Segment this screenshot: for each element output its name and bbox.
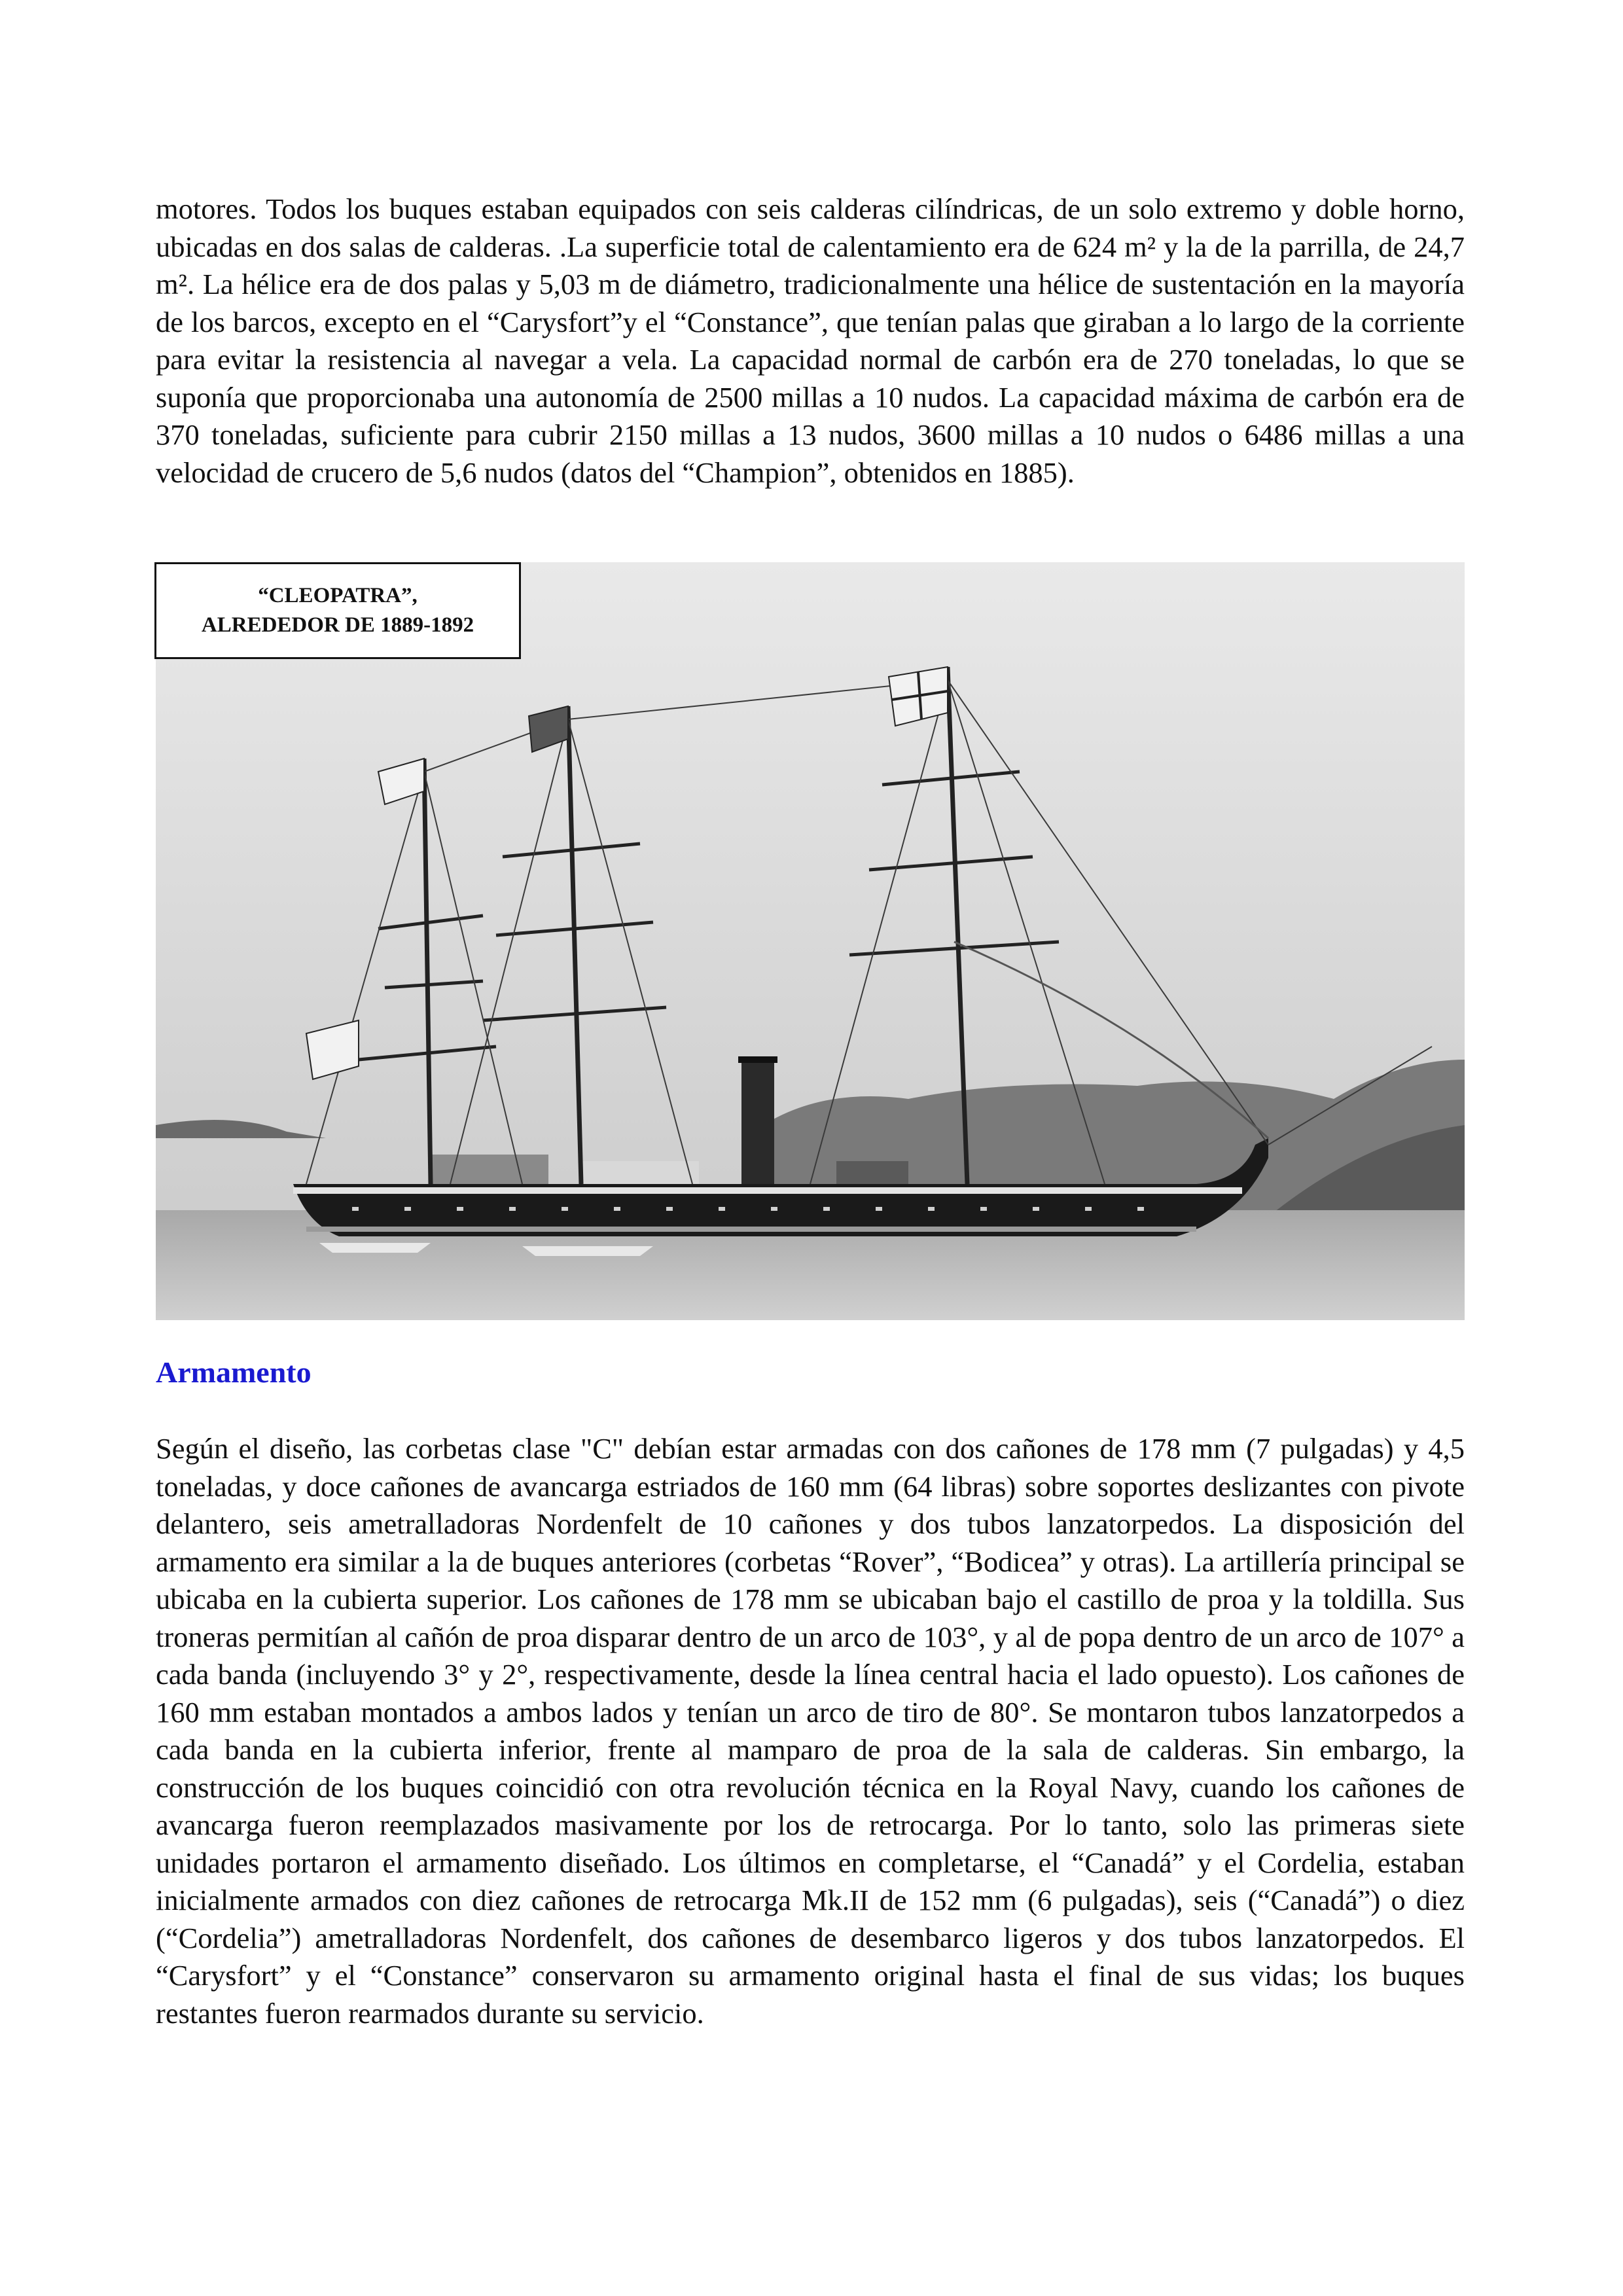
caption-date: ALREDEDOR DE 1889-1892	[201, 613, 474, 637]
photo-caption	[154, 562, 521, 659]
ship-photograph	[156, 562, 1465, 1320]
caption-title: “CLEOPATRA”,	[258, 584, 418, 607]
ship-illustration	[156, 562, 1465, 1320]
paragraph-propulsion: motores. Todos los buques estaban equipados con seis calderas cilíndricas, de un solo extremo y doble horno, ubicadas en dos salas de calderas. .La superficie total de calentamiento era de 624 m² y la de la parrilla, de 24,7 m². La hélice era de dos palas y 5,03 m de diámetro, tradicionalmente una hélice de sustentación en la mayoría de los barcos, excepto en el “Carysfort”y el “Constance”, que tenían palas que giraban a lo largo de la corriente para evitar la resistencia al navegar a vela. La capacidad normal de carbón era de 270 toneladas, lo que se suponía que proporcionaba una autonomía de 2500 millas a 10 nudos. La capacidad máxima de carbón era de 370 toneladas, suficiente para cubrir 2150 millas a 13 nudos, 3600 millas a 10 nudos o 6486 millas a una velocidad de crucero de 5,6 nudos (datos del “Champion”, obtenidos en 1885).	[156, 192, 1465, 489]
paragraph-armament: Según el diseño, las corbetas clase "C" debían estar armadas con dos cañones de 178 mm (7 pulgadas) y 4,5 toneladas, y doce cañones de avancarga estriados de 160 mm (64 libras) sobre soportes deslizantes con pivote delantero, seis ametralladoras Nordenfelt de 10 cañones y dos tubos lanzatorpedos. La disposición del armamento era similar a la de buques anteriores (corbetas “Rover”, “Bodicea” y otras). La artillería principal se ubicaba en la cubierta superior. Los cañones de 178 mm se ubicaban bajo el castillo de proa y la toldilla. Sus troneras permitían al cañón de proa disparar dentro de un arco de 103°, y al de popa dentro de un arco de 107° a cada banda (incluyendo 3° y 2°, respectivamente, desde la línea central hacia el lado opuesto). Los cañones de 160 mm estaban montados a ambos lados y tenían un arco de tiro de 80°. Se montaron tubos lanzatorpedos a cada banda en la cubierta inferior, frente al mamparo de proa de la sala de calderas. Sin embargo, la construcción de los buques coincidió con otra revolución técnica en la Royal Navy, cuando los cañones de avancarga fueron reemplazados masivamente por los de retrocarga. Por lo tanto, solo las primeras siete unidades portaron el armamento diseñado. Los últimos en completarse, el “Canadá” y el Cordelia, estaban inicialmente armados con diez cañones de retrocarga Mk.II de 152 mm (6 pulgadas), seis (“Canadá”) o diez (“Cordelia”) ametralladoras Nordenfelt, dos cañones de desembarco ligeros y dos tubos lanzatorpedos. El “Carysfort” y el “Constance” conservaron su armamento original hasta el final de sus vidas; los buques restantes fueron rearmados durante su servicio.	[156, 1432, 1465, 2030]
section-heading: Armamento	[156, 1355, 312, 1389]
